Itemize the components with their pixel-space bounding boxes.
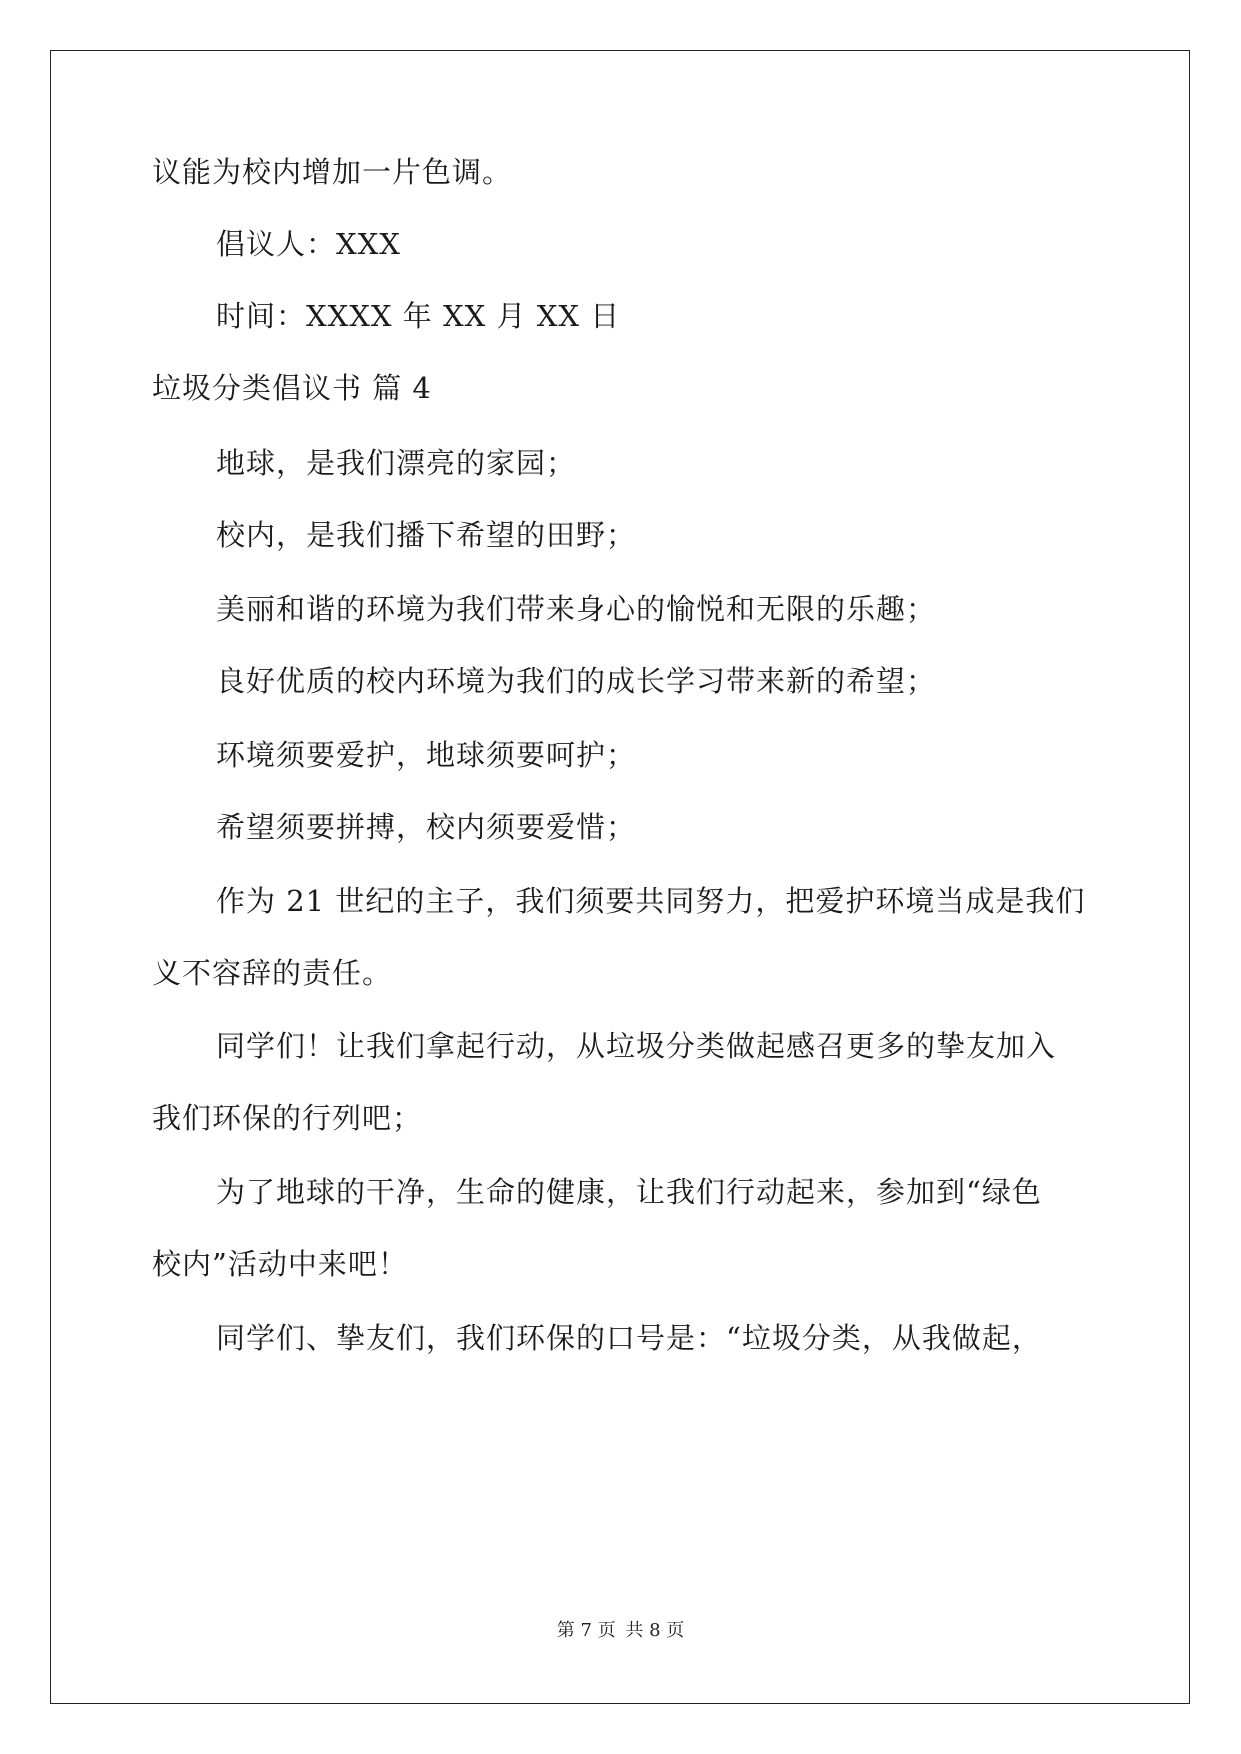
text-line: 同学们！让我们拿起行动，从垃圾分类做起感召更多的挚友加入 xyxy=(216,1029,1057,1063)
text-line: 校内，是我们播下希望的田野； xyxy=(216,518,637,552)
text-line: 同学们、挚友们，我们环保的口号是：“垃圾分类，从我做起， xyxy=(216,1321,1042,1355)
text-line: 良好优质的校内环境为我们的成长学习带来新的希望； xyxy=(216,664,937,698)
text-line: 我们环保的行列吧； xyxy=(152,1101,423,1135)
text-line: 作为 21 世纪的主子，我们须要共同努力，把爱护环境当成是我们 xyxy=(216,884,1086,918)
section-heading: 垃圾分类倡议书 篇 4 xyxy=(152,371,432,405)
text-line: 校内”活动中来吧！ xyxy=(152,1247,408,1281)
text-line: 义不容辞的责任。 xyxy=(152,956,393,990)
text-line: 为了地球的干净，生命的健康，让我们行动起来，参加到“绿色 xyxy=(216,1175,1042,1209)
text-line: 美丽和谐的环境为我们带来身心的愉悦和无限的乐趣； xyxy=(216,592,937,626)
text-line: 议能为校内增加一片色调。 xyxy=(152,155,513,189)
page-total: 共 8 页 xyxy=(625,1620,685,1641)
text-line: 地球，是我们漂亮的家园； xyxy=(216,446,577,480)
date-line: 时间：XXXX 年 XX 月 XX 日 xyxy=(216,299,621,333)
page-footer xyxy=(0,1620,1241,1642)
text-line: 环境须要爱护，地球须要呵护； xyxy=(216,738,637,772)
page-number: 第 7 页 xyxy=(556,1620,616,1641)
text-line: 希望须要拼搏，校内须要爱惜； xyxy=(216,810,637,844)
signatory-line: 倡议人：XXX xyxy=(216,227,401,261)
